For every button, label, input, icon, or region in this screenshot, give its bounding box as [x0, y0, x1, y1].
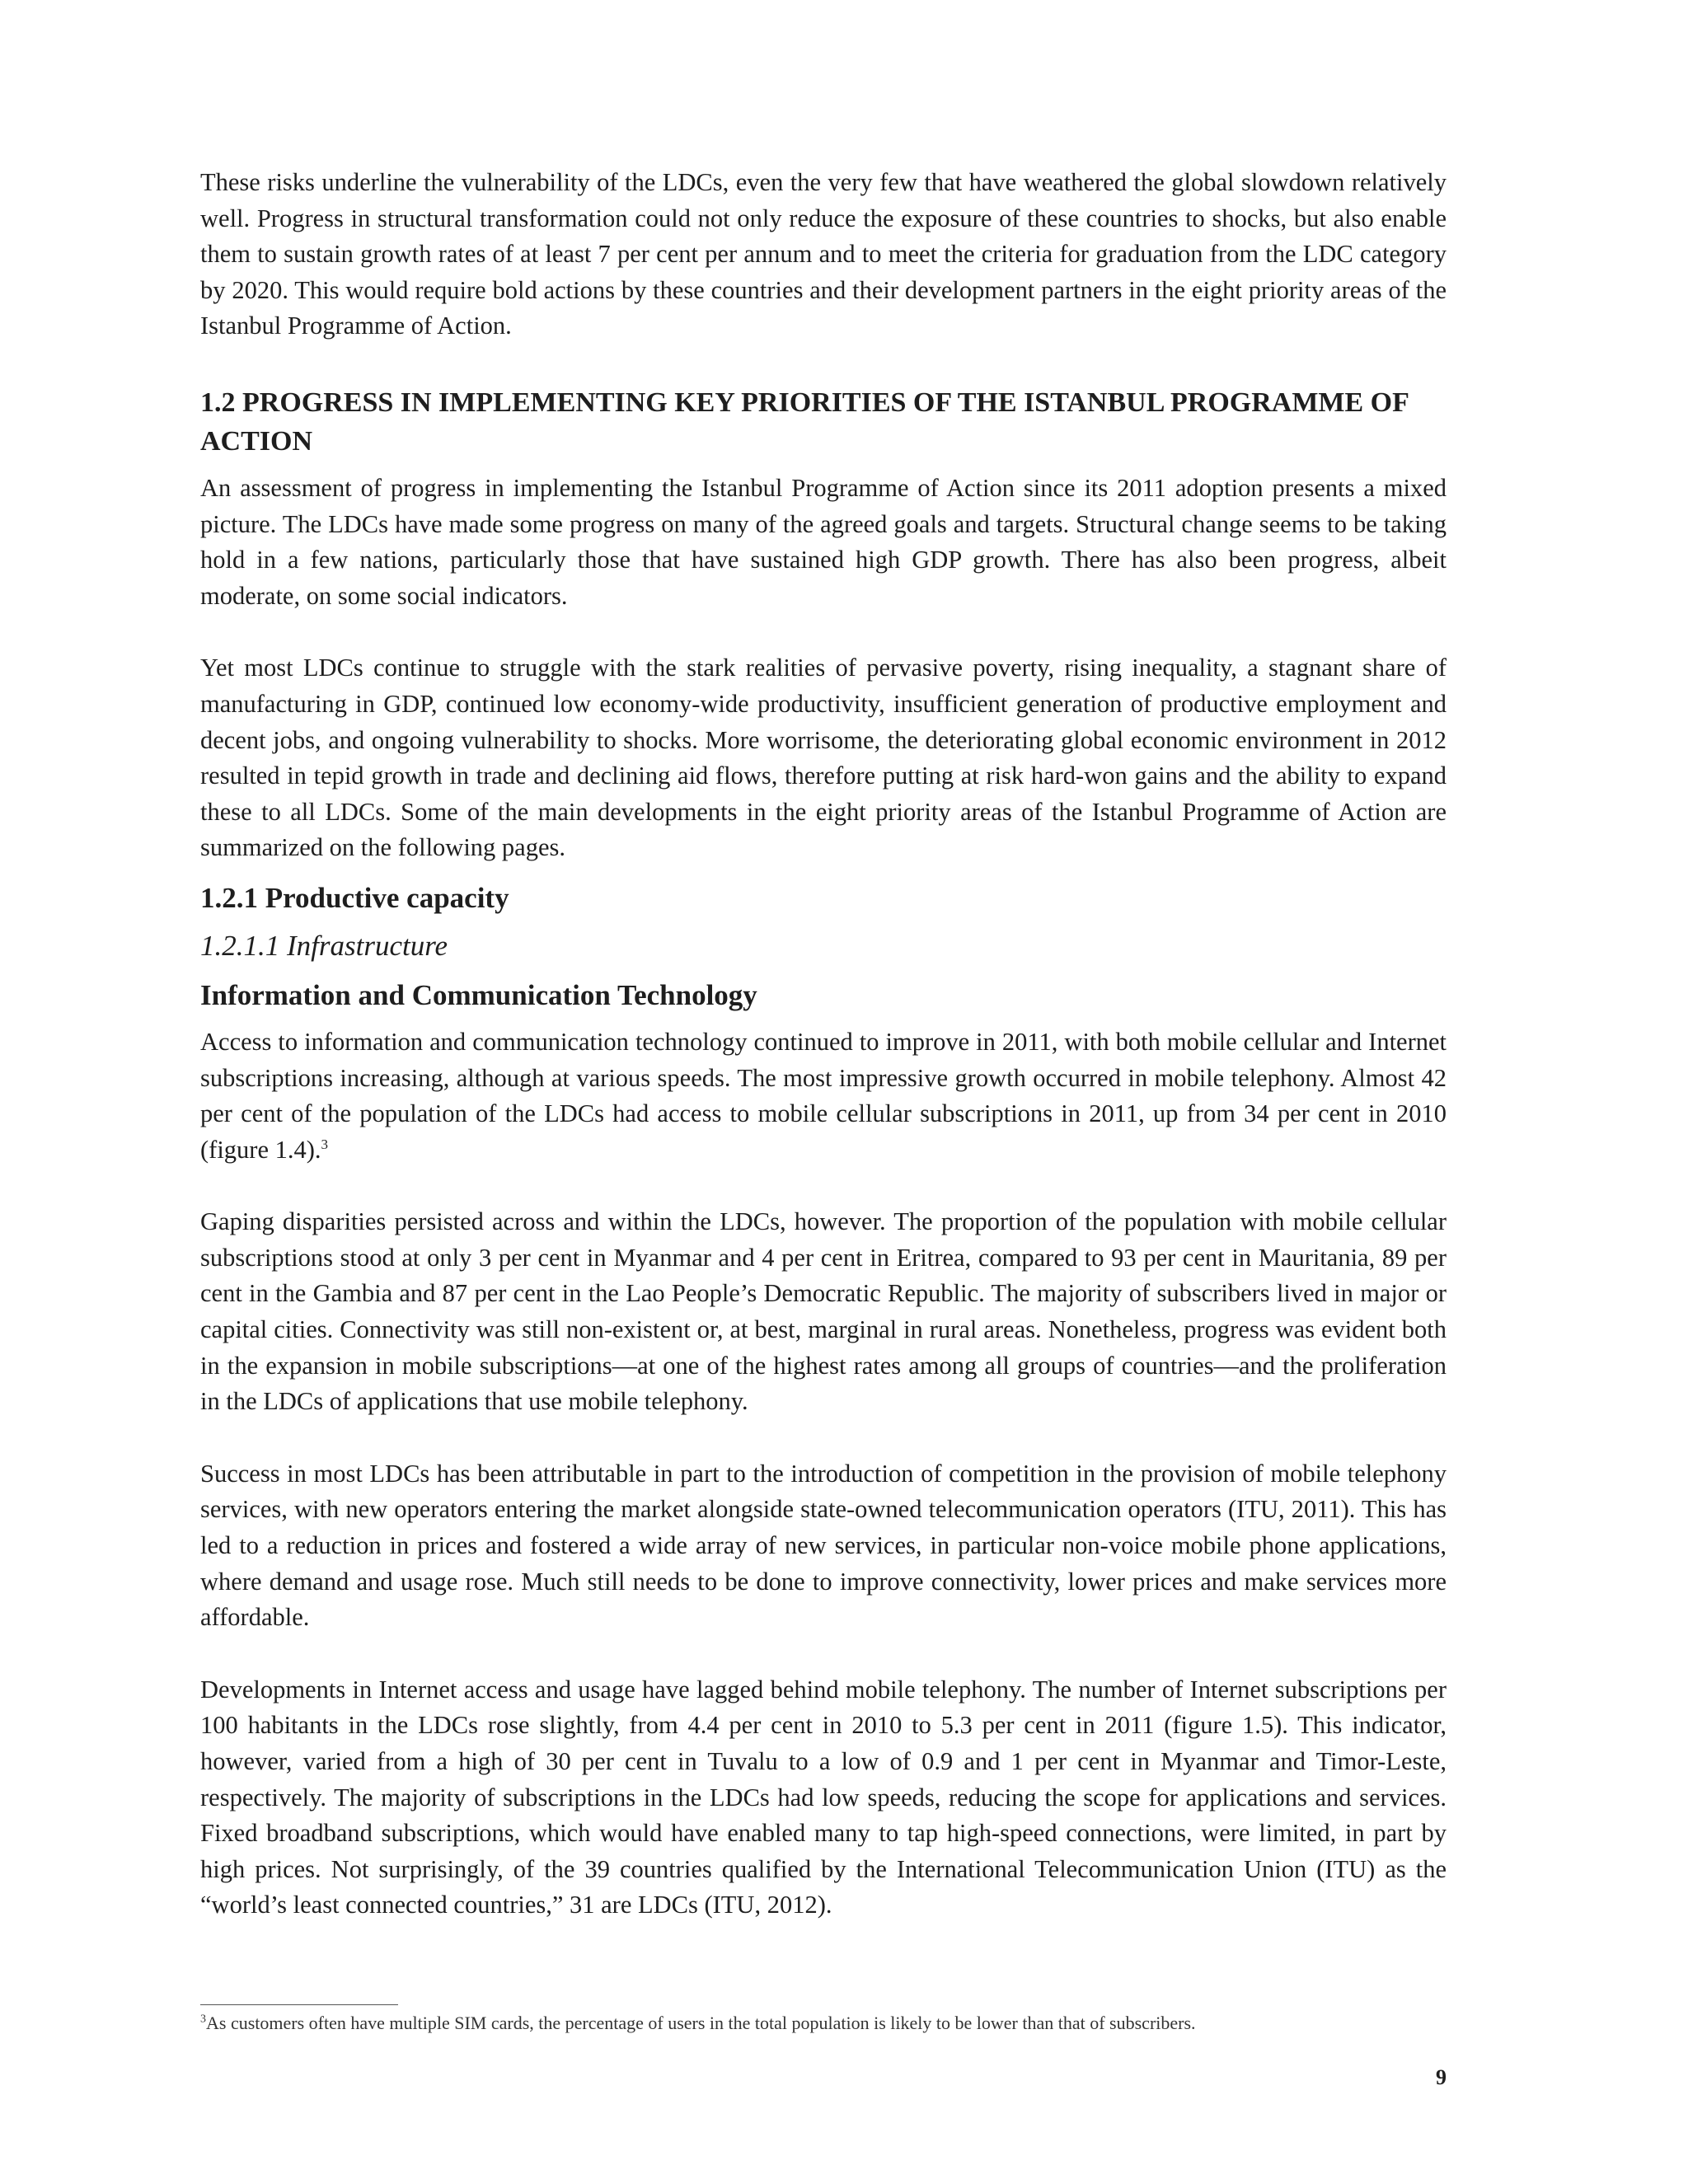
footnote: [200, 2011, 1447, 2036]
section-heading-1-2-1-1: 1.2.1.1 Infrastructure: [200, 929, 448, 962]
footnote-text: As customers often have multiple SIM cards, the percentage of users in the total population is likely to be lower than that of subscribers.: [206, 2013, 1196, 2033]
page-body: [200, 165, 1447, 1924]
ict-paragraph-4: Developments in Internet access and usage have lagged behind mobile telephony. The number of Internet subscriptions per 100 habitants in the LDCs rose slightly, from 4.4 per cent in 2010 to 5.3 per cent in 2011 (figure 1.5). This indicator, however, varied from a high of 30 per cent in Tuvalu to a low of 0.9 and 1 per cent in Myanmar and Timor-Leste, respectively. The majority of subscriptions in the LDCs had low speeds, reducing the scope for applications and services. Fixed broadband subscriptions, which would have enabled many to tap high-speed connections, were limited, in part by high prices. Not surprisingly, of the 39 countries qualified by the International Telecommunication Union (ITU) as the “world’s least connected countries,” 31 are LDCs (ITU, 2012).: [200, 1675, 1447, 1919]
page-number: 9: [1436, 2065, 1447, 2089]
ict-heading: Information and Communication Technology: [200, 978, 757, 1011]
ict-paragraph-3: Success in most LDCs has been attributable in part to the introduction of competition in the provision of mobile telephony services, with new operators entering the market alongside state-owned telecommunication operators (ITU, 2011). This has led to a reduction in prices and fostered a wide array of new services, in particular non-voice mobile phone applications, where demand and usage rose. Much still needs to be done to improve connectivity, lower prices and make services more affordable.: [200, 1459, 1447, 1632]
ict-paragraph-1-text: Access to information and communication technology continued to improve in 2011, with both mobile cellular and Internet subscriptions increasing, although at various speeds. The most impressive growth occurred in mobile telephony. Almost 42 per cent of the population of the LDCs had access to mobile cellular subscriptions in 2011, up from 34 per cent in 2010 (figure 1.4).: [200, 1027, 1447, 1164]
section-heading-1-2-1: 1.2.1 Productive capacity: [200, 881, 509, 914]
ict-paragraph-1: [200, 1024, 1447, 1168]
section-1-2-paragraph-2: Yet most LDCs continue to struggle with the stark realities of pervasive poverty, rising inequality, a stagnant share of manufacturing in GDP, continued low economy-wide productivity, insufficient generation of productive employment and decent jobs, and ongoing vulnerability to shocks. More worrisome, the deteriorating global economic environment in 2012 resulted in tepid growth in trade and declining aid flows, therefore putting at risk hard-won gains and the ability to expand these to all LDCs. Some of the main developments in the eight priority areas of the Istanbul Programme of Action are summarized on the following pages.: [200, 654, 1447, 862]
ict-paragraph-2: Gaping disparities persisted across and within the LDCs, however. The proportion of the population with mobile cellular subscriptions stood at only 3 per cent in Myanmar and 4 per cent in Eritrea, compared to 93 per cent in Mauritania, 89 per cent in the Gambia and 87 per cent in the Lao People’s Democratic Republic. The majority of subscribers lived in major or capital cities. Connectivity was still non-existent or, at best, marginal in rural areas. Nonetheless, progress was evident both in the expansion in mobile subscriptions—at one of the highest rates among all groups of countries—and the proliferation in the LDCs of applications that use mobile telephony.: [200, 1207, 1447, 1416]
section-1-2-paragraph-1: An assessment of progress in implementing the Istanbul Programme of Action since its 2011 adoption presents a mixed picture. The LDCs have made some progress on many of the agreed goals and targets. Structural change seems to be taking hold in a few nations, particularly those that have sustained high GDP growth. There has also been progress, albeit moderate, on some social indicators.: [200, 473, 1447, 610]
intro-paragraph: These risks underline the vulnerability of the LDCs, even the very few that have weathered the global slowdown relatively well. Progress in structural transformation could not only reduce the exposure of these countries to shocks, but also enable them to sustain growth rates of at least 7 per cent per annum and to meet the criteria for graduation from the LDC category by 2020. This would require bold actions by these countries and their development partners in the eight priority areas of the Istanbul Programme of Action.: [200, 168, 1447, 340]
footnote-divider: [200, 2004, 398, 2005]
footnote-number: 3: [200, 2013, 206, 2026]
section-heading-1-2: 1.2 PROGRESS IN IMPLEMENTING KEY PRIORITIES OF THE ISTANBUL PROGRAMME OF ACTION: [200, 387, 1409, 457]
footnote-reference: 3: [321, 1136, 329, 1152]
